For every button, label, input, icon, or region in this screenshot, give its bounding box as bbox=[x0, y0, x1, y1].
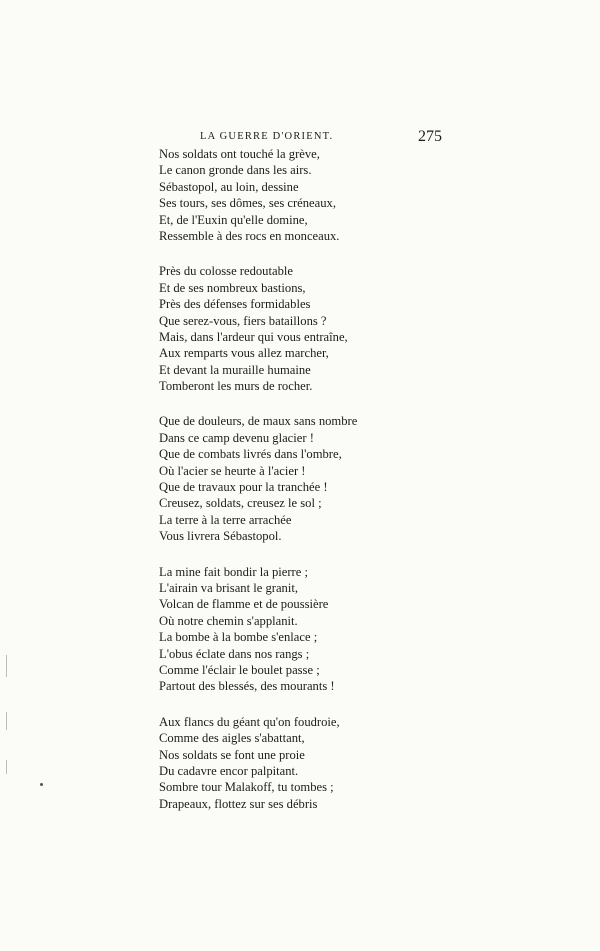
scan-mark bbox=[6, 712, 7, 730]
stanza bbox=[159, 413, 459, 544]
verse-line: L'obus éclate dans nos rangs ; bbox=[159, 646, 310, 661]
verse-line: Et, de l'Euxin qu'elle domine, bbox=[159, 212, 308, 227]
verse-line: Aux remparts vous allez marcher, bbox=[159, 346, 329, 361]
verse-line: Drapeaux, flottez sur ses débris bbox=[159, 796, 318, 811]
verse-line: Sébastopol, au loin, dessine bbox=[159, 179, 299, 194]
verse-line: Le canon gronde dans les airs. bbox=[159, 163, 312, 178]
page-number: 275 bbox=[418, 128, 442, 145]
verse-line: Où l'acier se heurte à l'acier ! bbox=[159, 463, 306, 478]
scan-mark bbox=[40, 783, 43, 786]
verse-line: La bombe à la bombe s'enlace ; bbox=[159, 630, 318, 645]
verse-line: Nos soldats ont touché la grève, bbox=[159, 147, 320, 161]
verse-line: L'airain va brisant le granit, bbox=[159, 580, 298, 595]
verse-line: Sombre tour Malakoff, tu tombes ; bbox=[159, 780, 334, 795]
verse-line: Que de douleurs, de maux sans nombre bbox=[159, 414, 358, 429]
verse-line: Nos soldats se font une proie bbox=[159, 747, 305, 762]
verse-line: Du cadavre encor palpitant. bbox=[159, 763, 299, 778]
verse-line: Que de travaux pour la tranchée ! bbox=[159, 480, 328, 495]
verse-line: Vous livrera Sébastopol. bbox=[159, 529, 282, 544]
verse-line: Mais, dans l'ardeur qui vous entraîne, bbox=[159, 329, 348, 344]
verse-line: Dans ce camp devenu glacier ! bbox=[159, 430, 314, 445]
running-title: LA GUERRE D'ORIENT. bbox=[200, 131, 334, 142]
verse-line: Comme l'éclair le boulet passe ; bbox=[159, 662, 320, 677]
stanza bbox=[159, 263, 459, 394]
stanza bbox=[159, 564, 459, 695]
verse-line: Aux flancs du géant qu'on foudroie, bbox=[159, 714, 340, 729]
verse-line: Ressemble à des rocs en monceaux. bbox=[159, 228, 340, 243]
scan-mark bbox=[6, 655, 7, 677]
poem-text bbox=[159, 146, 459, 831]
stanza bbox=[159, 146, 459, 244]
verse-line: Tomberont les murs de rocher. bbox=[159, 379, 313, 394]
verse-line: Que de combats livrés dans l'ombre, bbox=[159, 447, 342, 462]
stanza bbox=[159, 714, 459, 812]
scan-mark bbox=[6, 760, 7, 774]
verse-line: La mine fait bondir la pierre ; bbox=[159, 564, 308, 579]
verse-line: Et de ses nombreux bastions, bbox=[159, 280, 306, 295]
verse-line: Et devant la muraille humaine bbox=[159, 362, 311, 377]
verse-line: Creusez, soldats, creusez le sol ; bbox=[159, 496, 322, 511]
verse-line: Près des défenses formidables bbox=[159, 297, 311, 312]
verse-line: Volcan de flamme et de poussière bbox=[159, 597, 329, 612]
verse-line: Comme des aigles s'abattant, bbox=[159, 731, 305, 746]
verse-line: Que serez-vous, fiers bataillons ? bbox=[159, 313, 327, 328]
verse-line: Ses tours, ses dômes, ses créneaux, bbox=[159, 196, 336, 211]
verse-line: Partout des blessés, des mourants ! bbox=[159, 679, 335, 694]
verse-line: Près du colosse redoutable bbox=[159, 264, 293, 279]
verse-line: Où notre chemin s'applanit. bbox=[159, 613, 298, 628]
verse-line: La terre à la terre arrachée bbox=[159, 512, 292, 527]
